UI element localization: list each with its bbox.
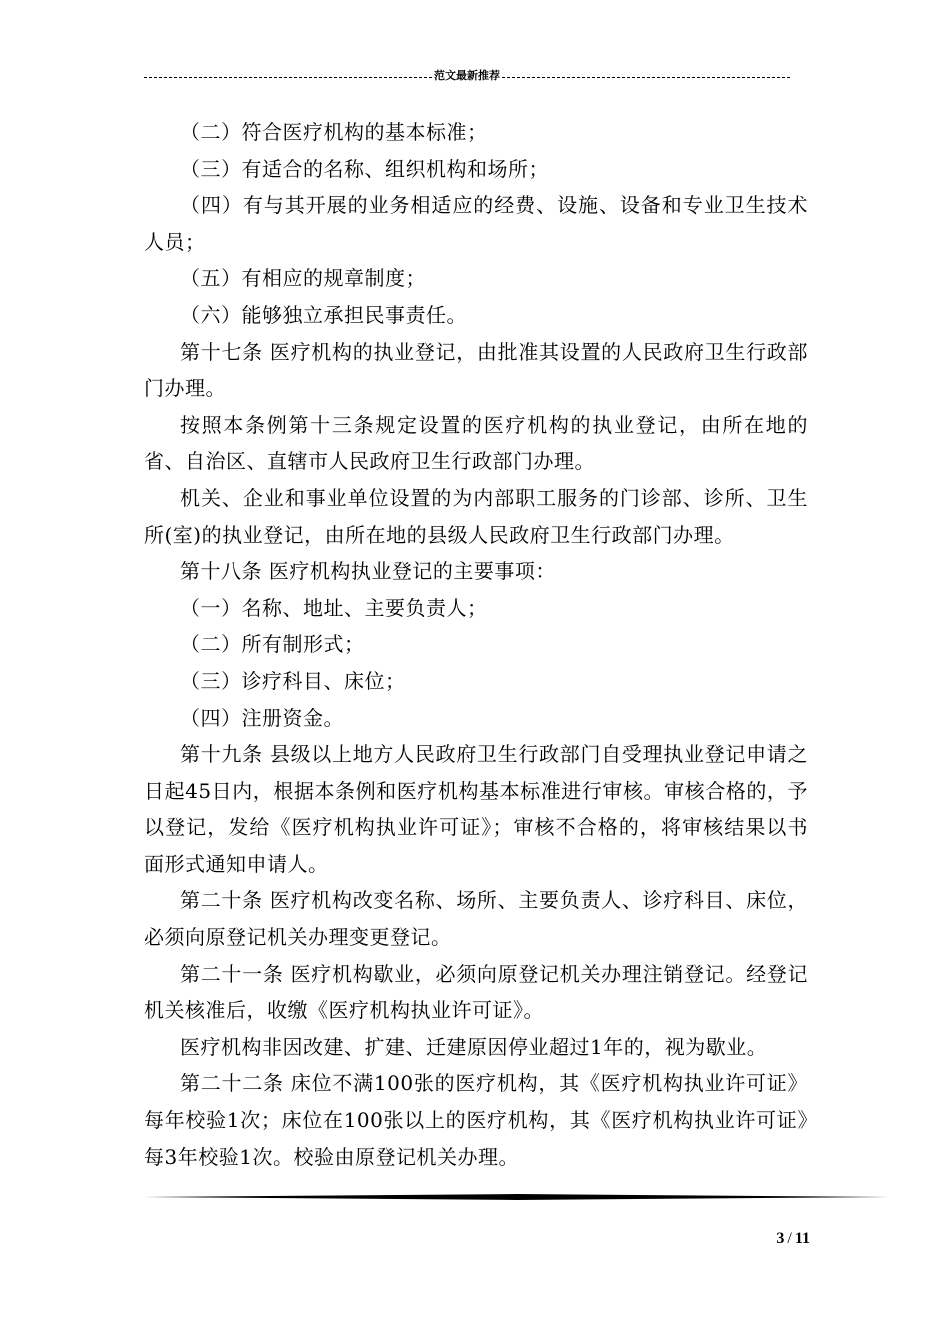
footer-rule	[144, 1191, 890, 1203]
paragraph: （三）有适合的名称、组织机构和场所；	[180, 156, 549, 181]
paragraph: （三）诊疗科目、床位；	[180, 668, 406, 693]
page-number	[760, 1228, 810, 1250]
paragraph: 第二十条 医疗机构改变名称、场所、主要负责人、诊疗科目、床位，必须向原登记机关办理变更登记。	[144, 888, 808, 950]
paragraph: 第二十二条 床位不满100张的医疗机构，其《医疗机构执业许可证》每年校验1次；床位在100张以上的医疗机构，其《医疗机构执业许可证》每3年校验1次。校验由原登记机关办理。	[144, 1071, 808, 1169]
paragraph: 第十八条 医疗机构执业登记的主要事项：	[180, 559, 556, 584]
paragraph: （四）注册资金。	[180, 705, 344, 730]
page-header	[144, 66, 790, 86]
paragraph: 第二十一条 医疗机构歇业，必须向原登记机关办理注销登记。经登记机关核准后，收缴《医疗机构执业许可证》。	[144, 961, 808, 1023]
paragraph: 按照本条例第十三条规定设置的医疗机构的执业登记，由所在地的省、自治区、直辖市人民政府卫生行政部门办理。	[144, 412, 808, 474]
paragraph: （二）所有制形式；	[180, 632, 365, 657]
paragraph: 第十九条 县级以上地方人民政府卫生行政部门自受理执业登记申请之日起45日内，根据本条例和医疗机构基本标准进行审核。审核合格的，予以登记，发给《医疗机构执业许可证》；审核不合格的，将审核结果以书面形式通知申请人。	[144, 742, 808, 876]
paragraph: （六）能够独立承担民事责任。	[180, 302, 467, 327]
paragraph: （四）有与其开展的业务相适应的经费、设施、设备和专业卫生技术人员；	[144, 193, 808, 254]
total-pages: 11	[794, 1230, 810, 1247]
header-dash-right	[502, 77, 790, 78]
document-body	[144, 114, 808, 1175]
paragraph: （五）有相应的规章制度；	[180, 266, 426, 291]
current-page: 3	[776, 1230, 785, 1247]
paragraph: （二）符合医疗机构的基本标准；	[180, 120, 488, 144]
page-separator: /	[787, 1230, 792, 1247]
paragraph: （一）名称、地址、主要负责人；	[180, 595, 488, 620]
paragraph: 第十七条 医疗机构的执业登记，由批准其设置的人民政府卫生行政部门办理。	[144, 339, 808, 401]
header-title: 范文最新推荐	[434, 69, 500, 82]
paragraph: 医疗机构非因改建、扩建、迁建原因停业超过1年的，视为歇业。	[180, 1034, 768, 1059]
paragraph: 机关、企业和事业单位设置的为内部职工服务的门诊部、诊所、卫生所(室)的执业登记，由所在地的县级人民政府卫生行政部门办理。	[144, 485, 808, 547]
header-dash-left	[144, 77, 432, 78]
